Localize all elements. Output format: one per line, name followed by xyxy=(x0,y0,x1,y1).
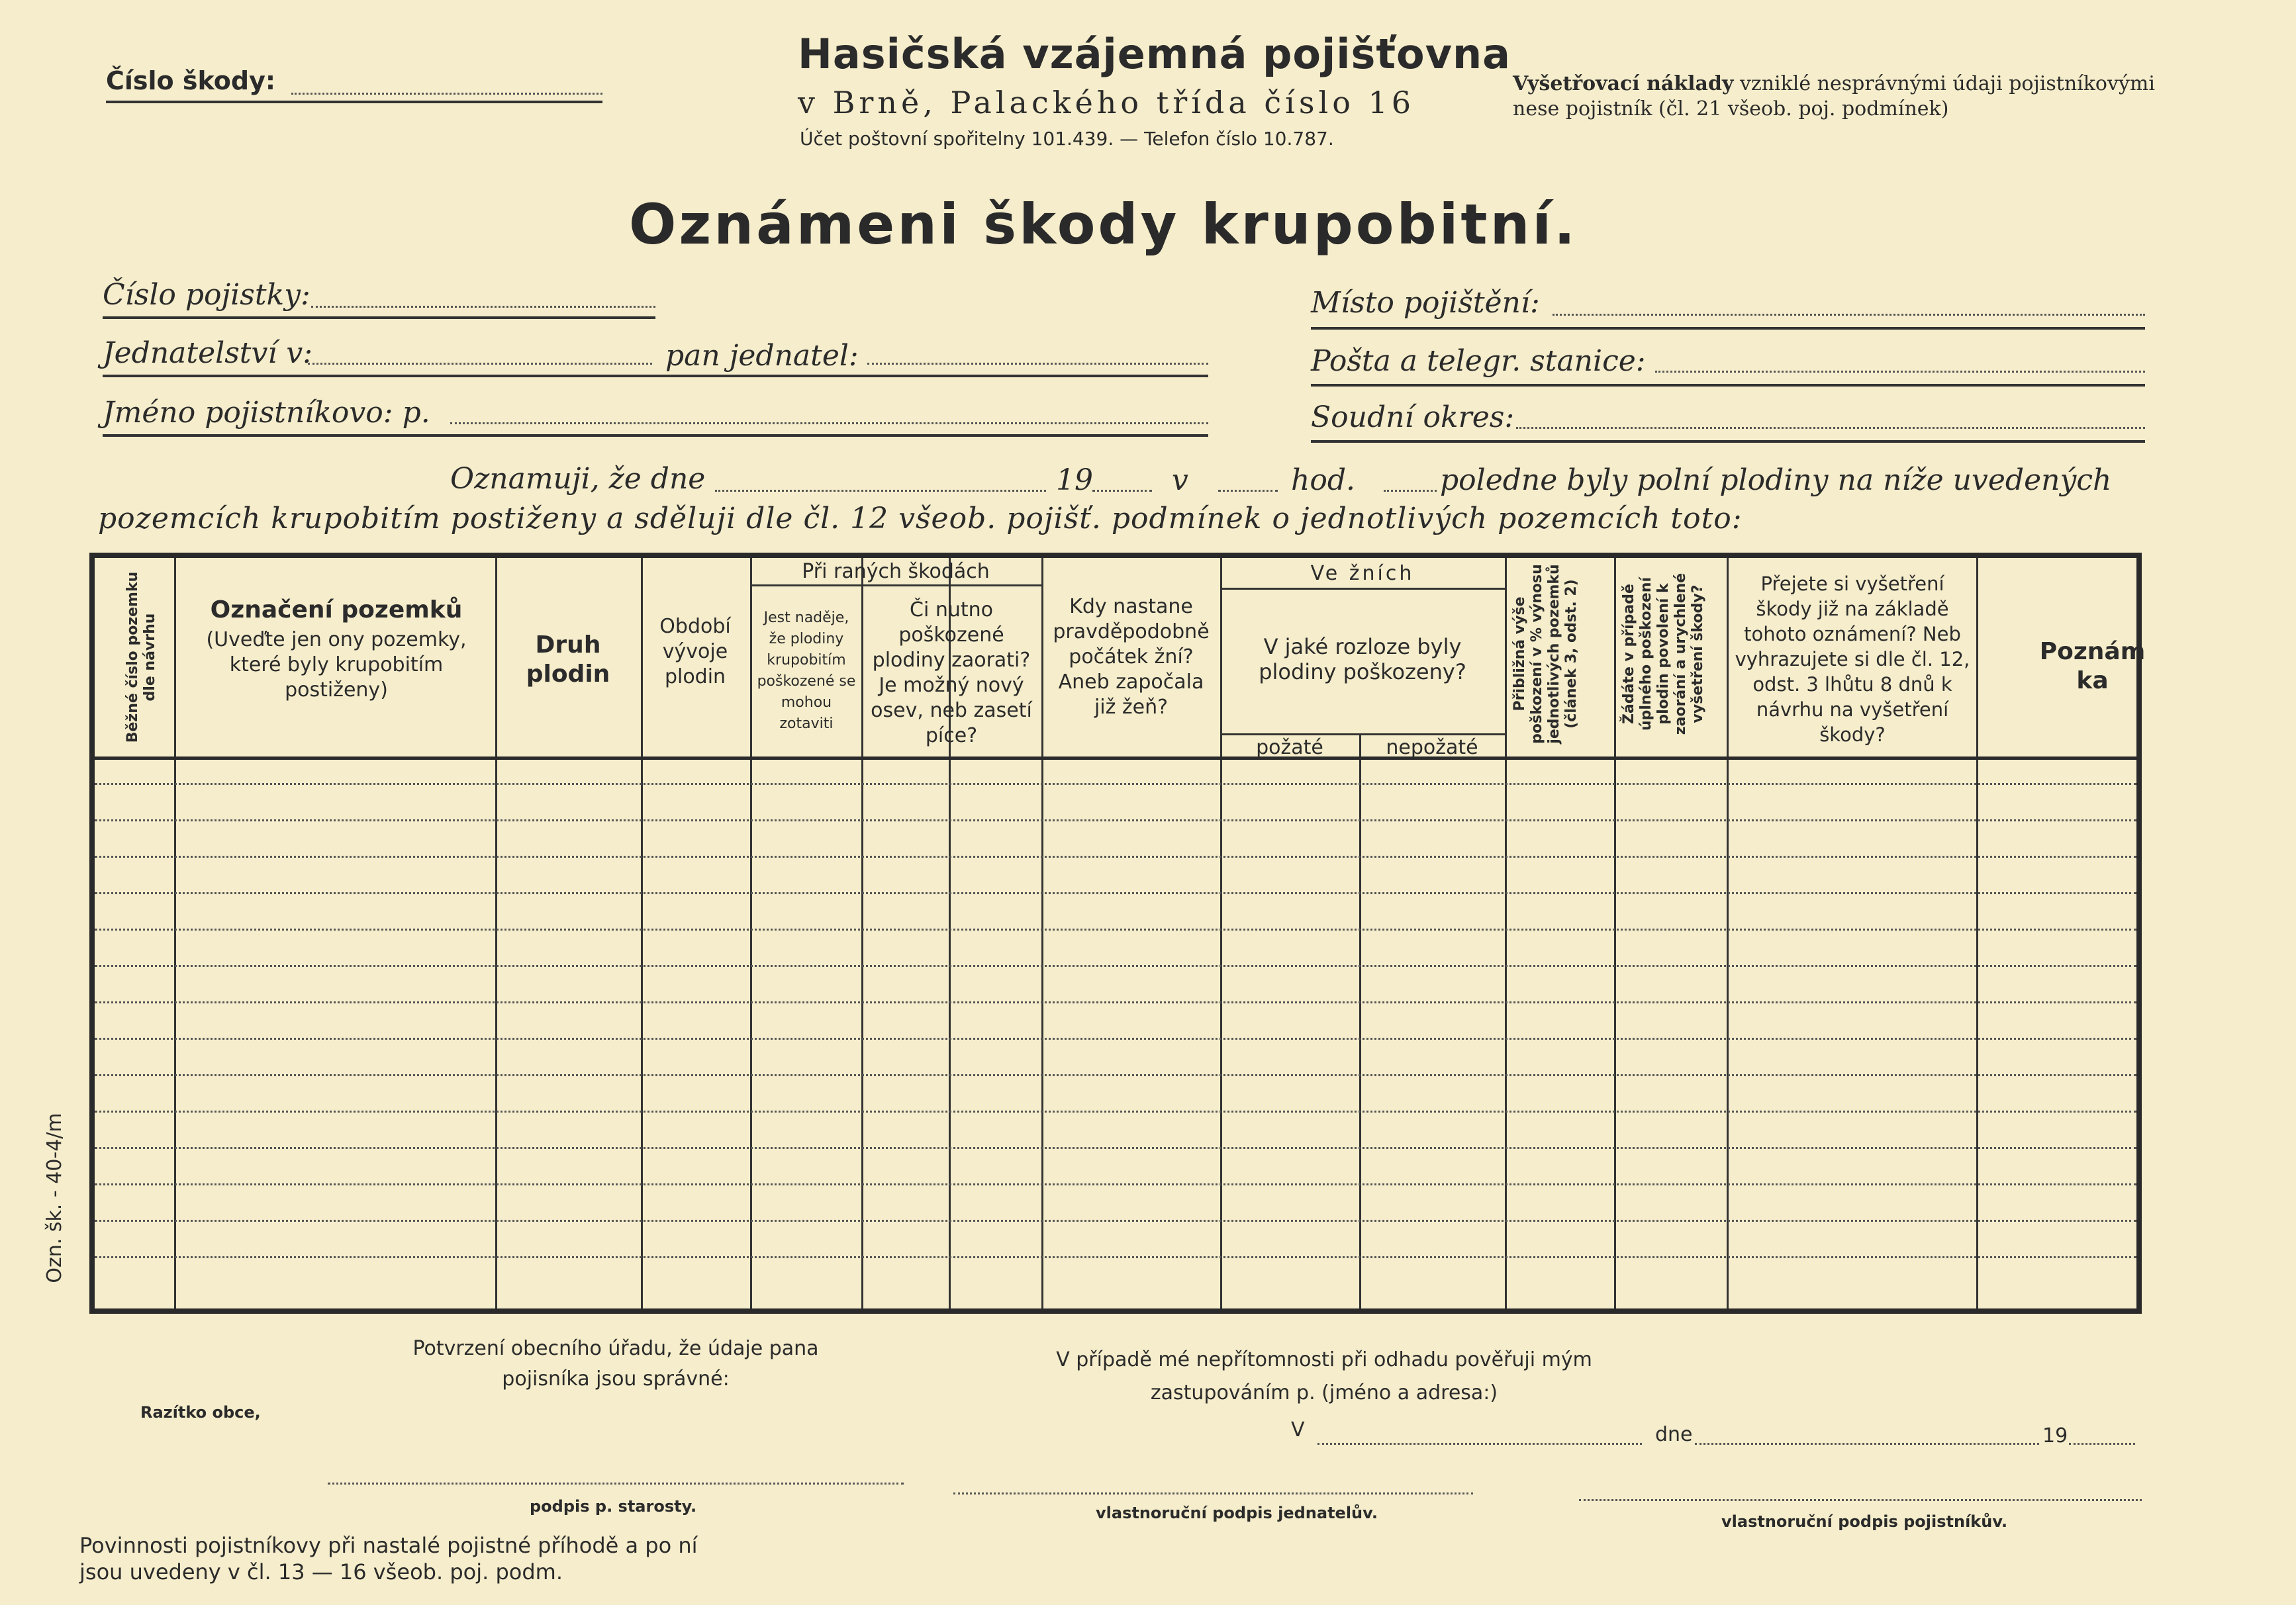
place-insured-underline xyxy=(1311,327,2145,330)
col-header-percent: Přibližná výše poškození v % výnosu jednotlivých pozemků (článek 3, odst. 2) xyxy=(1511,564,1580,744)
policy-number-label: Číslo pojistky: xyxy=(103,278,311,312)
duties-note: Povinnosti pojistníkovy při nastalé pojistné příhodě a po ní jsou uvedeny v čl. 13 — 16 všeob. poj. podm. xyxy=(79,1533,698,1584)
claim-number-label: Číslo škody: xyxy=(106,66,276,95)
col-header-request: Žádáte v případě úplného poškození plodin povolení k zaorání a urychlené vyšetření škody? xyxy=(1621,573,1706,735)
form-title: Oznámeni škody krupobitní. xyxy=(629,192,1578,257)
policy-number-underline xyxy=(103,316,655,319)
col-header-hope: Jest naděje, že plodiny krupobitím poškozené se mohou zotaviti xyxy=(757,610,856,732)
agency-underline xyxy=(103,375,1208,377)
stamp-label: Razítko obce, xyxy=(140,1403,261,1422)
municipal-confirmation: Potvrzení obecního úřadu, že údaje pana pojisníka jsou správné: xyxy=(412,1337,819,1391)
court-district-underline xyxy=(1311,440,2145,443)
post-station-field[interactable] xyxy=(1655,371,2145,373)
declaration-in-label: v xyxy=(1172,463,1188,497)
col-header-number: Běžné číslo pozemku dle návrhu xyxy=(124,571,158,743)
post-station-label: Pošta a telegr. stanice: xyxy=(1311,344,1646,378)
date-label: dne xyxy=(1655,1423,1693,1446)
insured-name-label: Jméno pojistníkovo: p. xyxy=(103,396,430,430)
insured-signature-line[interactable] xyxy=(1579,1499,2142,1501)
claim-number-underline xyxy=(106,101,602,103)
agency-label: Jednatelství v: xyxy=(103,336,313,370)
agent-label: pan jednatel: xyxy=(665,339,859,373)
declaration-hour-field[interactable] xyxy=(1218,490,1278,492)
form-code: Ozn. šk. - 40-4/m xyxy=(43,1113,66,1283)
col-header-unreaped: nepožaté xyxy=(1386,736,1478,759)
year-label: 19 xyxy=(2042,1424,2068,1447)
col-header-note: Poznámka xyxy=(2039,638,2146,694)
claim-number-field[interactable] xyxy=(291,93,602,95)
company-contact: Účet poštovní spořitelny 101.439. — Telefon číslo 10.787. xyxy=(800,128,1334,150)
col-header-plot-note: (Uveďte jen ony pozemky, které byly krupobitím postiženy) xyxy=(206,628,467,702)
declaration-date-label: Oznamuji, že dne xyxy=(450,462,706,496)
col-header-period: Období vývoje plodin xyxy=(659,615,731,688)
col-header-plot-title: Označení pozemků xyxy=(210,596,463,623)
declaration-date-field[interactable] xyxy=(715,490,1046,492)
agency-field[interactable] xyxy=(308,363,652,365)
agent-signature-line[interactable] xyxy=(953,1492,1473,1494)
post-station-underline xyxy=(1311,384,2145,387)
col-header-crop: Druh plodin xyxy=(526,631,610,688)
col-header-early: Při raných škodách xyxy=(802,560,990,583)
col-header-harvest-group: Ve žních xyxy=(1310,562,1415,585)
cost-note xyxy=(1513,71,2175,122)
absence-text: V případě mé nepřítomnosti při odhadu pověřuji mým zastupováním p. (jméno a adresa:) xyxy=(1056,1348,1592,1404)
agent-field[interactable] xyxy=(867,363,1208,365)
company-name: Hasičská vzájemná pojišťovna xyxy=(798,30,1511,78)
cost-note-bold: Vyšetřovací náklady xyxy=(1513,72,1734,95)
mayor-signature-label: podpis p. starosty. xyxy=(530,1497,697,1516)
insured-name-field[interactable] xyxy=(450,422,1208,424)
declaration-year-field[interactable] xyxy=(1092,490,1152,492)
declaration-text-2: pozemcích krupobitím postiženy a sděluji dle čl. 12 všeob. pojišť. podmínek o jednotlivých pozemcích toto: xyxy=(98,502,1743,535)
place-label: V xyxy=(1291,1418,1305,1442)
declaration-noon-field[interactable] xyxy=(1384,490,1437,492)
court-district-field[interactable] xyxy=(1516,427,2145,429)
mayor-signature-line[interactable] xyxy=(328,1483,904,1485)
policy-number-field[interactable] xyxy=(311,306,655,308)
declaration-year-label: 19 xyxy=(1056,463,1093,497)
place-field[interactable] xyxy=(1317,1443,1642,1445)
date-field[interactable] xyxy=(1695,1443,2039,1445)
cost-note-text: vzniklé nesprávnými údaji pojistníkovými nese pojistník (čl. 21 všeob. poj. podmínek) xyxy=(1513,72,2155,120)
declaration-hour-label: hod. xyxy=(1291,463,1355,497)
declaration-text-1: poledne byly polní plodiny na níže uvedených xyxy=(1440,463,2112,497)
place-insured-label: Místo pojištění: xyxy=(1311,286,1540,320)
col-header-investigate: Přejete si vyšetření škody již na základě tohoto oznámení? Neb vyhrazujete si dle čl. 12, odst. 3 lhůtu 8 dnů k návrhu na vyšetření škody? xyxy=(1735,573,1970,746)
court-district-label: Soudní okres: xyxy=(1311,400,1515,434)
insured-name-underline xyxy=(103,434,1208,437)
agent-signature-label: vlastnoruční podpis jednatelův. xyxy=(1096,1504,1378,1522)
year-field[interactable] xyxy=(2069,1443,2135,1445)
col-header-reaped: požaté xyxy=(1256,736,1323,759)
col-header-extent: V jaké rozloze byly plodiny poškozeny? xyxy=(1259,634,1466,684)
col-header-plough: Či nutno poškozené plodiny zaorati? Je možný nový osev, neb zasetí píce? xyxy=(871,598,1032,747)
company-address: v Brně, Palackého třída číslo 16 xyxy=(798,85,1415,120)
place-insured-field[interactable] xyxy=(1553,314,2145,316)
damage-table xyxy=(89,553,2146,1314)
col-header-harvest: Kdy nastane pravděpodobně počátek žní? Aneb započala již žeň? xyxy=(1053,595,1210,719)
insured-signature-label: vlastnoruční podpis pojistníkův. xyxy=(1721,1512,2008,1531)
